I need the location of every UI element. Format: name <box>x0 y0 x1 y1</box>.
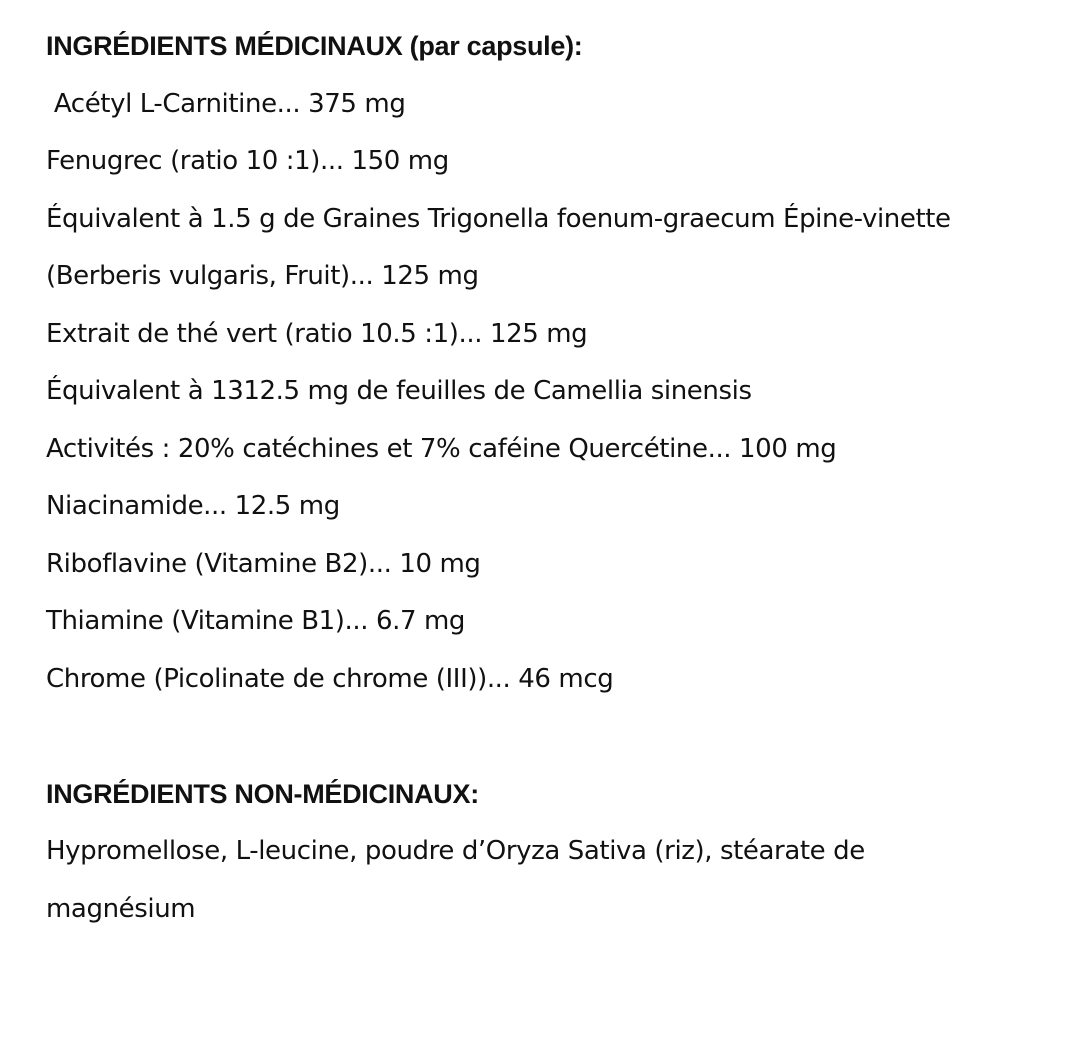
ingredient-line: Niacinamide... 12.5 mg <box>46 491 340 521</box>
medicinal-ingredients-heading: INGRÉDIENTS MÉDICINAUX (par capsule): <box>46 31 583 61</box>
ingredient-line: Extrait de thé vert (ratio 10.5 :1)... 125 mg <box>46 318 588 349</box>
non-medicinal-ingredients-section <box>46 766 1056 939</box>
ingredient-line: Acétyl L-Carnitine... 375 mg <box>46 88 406 119</box>
ingredient-line: Hypromellose, L-leucine, poudre d’Oryza Sativa (riz), stéarate de <box>46 836 865 866</box>
ingredient-line: Riboflavine (Vitamine B2)... 10 mg <box>46 548 481 579</box>
ingredient-line: Équivalent à 1.5 g de Graines Trigonella foenum-graecum Épine-vinette <box>46 203 951 234</box>
ingredient-line: Thiamine (Vitamine B1)... 6.7 mg <box>46 606 466 636</box>
ingredient-line: Chrome (Picolinate de chrome (III))... 46 mcg <box>46 663 614 694</box>
ingredient-line: Activités : 20% catéchines et 7% caféine Quercétine... 100 mg <box>46 433 837 464</box>
medicinal-ingredients-section <box>46 18 1056 708</box>
ingredients-document <box>46 18 1056 938</box>
ingredient-line: magnésium <box>46 893 196 924</box>
non-medicinal-ingredients-heading: INGRÉDIENTS NON-MÉDICINAUX: <box>46 778 479 809</box>
ingredient-line: Fenugrec (ratio 10 :1)... 150 mg <box>46 146 449 176</box>
section-spacer <box>46 708 1056 766</box>
ingredient-line: (Berberis vulgaris, Fruit)... 125 mg <box>46 261 479 291</box>
ingredient-line: Équivalent à 1312.5 mg de feuilles de Camellia sinensis <box>46 376 752 406</box>
